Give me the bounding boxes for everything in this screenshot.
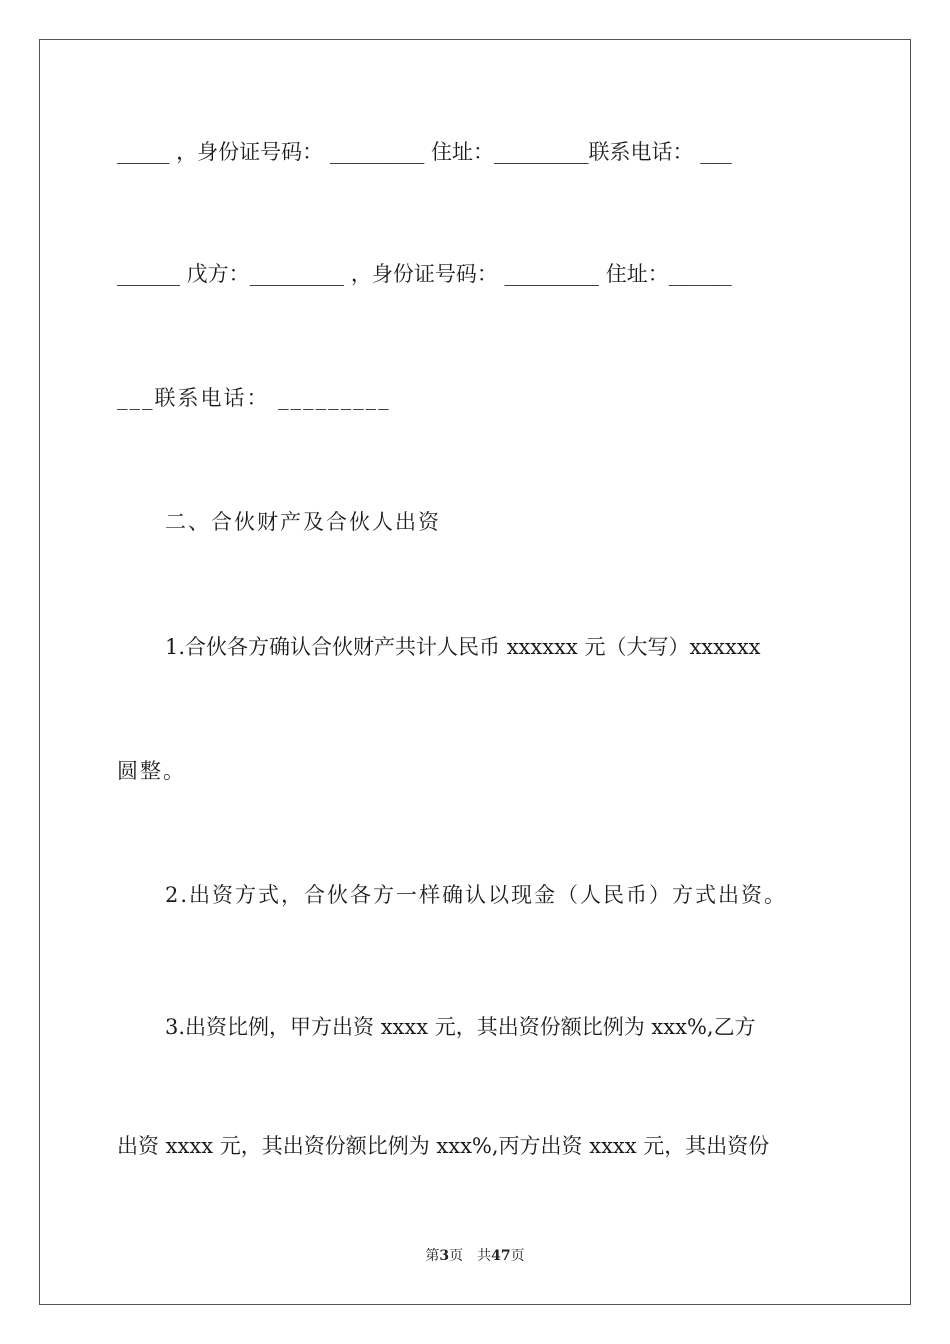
footer-middle: 页 共 <box>449 1248 492 1264</box>
footer-page-number: 3 <box>439 1248 450 1264</box>
text-line-7: 2.出资方式，合伙各方一样确认以现金（人民币）方式出资。 <box>165 883 788 907</box>
text-line-5: 1.合伙各方确认合伙财产共计人民币 xxxxxx 元（大写）xxxxxx <box>165 635 761 659</box>
text-line-1: _____ ，身份证号码： _________ 住址：_________联系电话： ___ <box>117 140 732 164</box>
text-line-9: 出资 xxxx 元，其出资份额比例为 xxx%,丙方出资 xxxx 元，其出资份 <box>117 1134 770 1158</box>
section-heading: 二、合伙财产及合伙人出资 <box>165 510 441 534</box>
text-line-3: ___联系电话： _________ <box>117 386 391 410</box>
text-line-2: ______ 戊方：_________ ，身份证号码： _________ 住址：______ <box>117 262 732 286</box>
footer-suffix: 页 <box>510 1248 525 1264</box>
footer-prefix: 第 <box>425 1248 440 1264</box>
page-border <box>39 39 911 1305</box>
footer-total-pages: 47 <box>491 1248 511 1264</box>
text-line-6: 圆整。 <box>117 759 186 783</box>
page-footer <box>0 1246 950 1266</box>
text-line-8: 3.出资比例，甲方出资 xxxx 元，其出资份额比例为 xxx%,乙方 <box>165 1015 756 1039</box>
